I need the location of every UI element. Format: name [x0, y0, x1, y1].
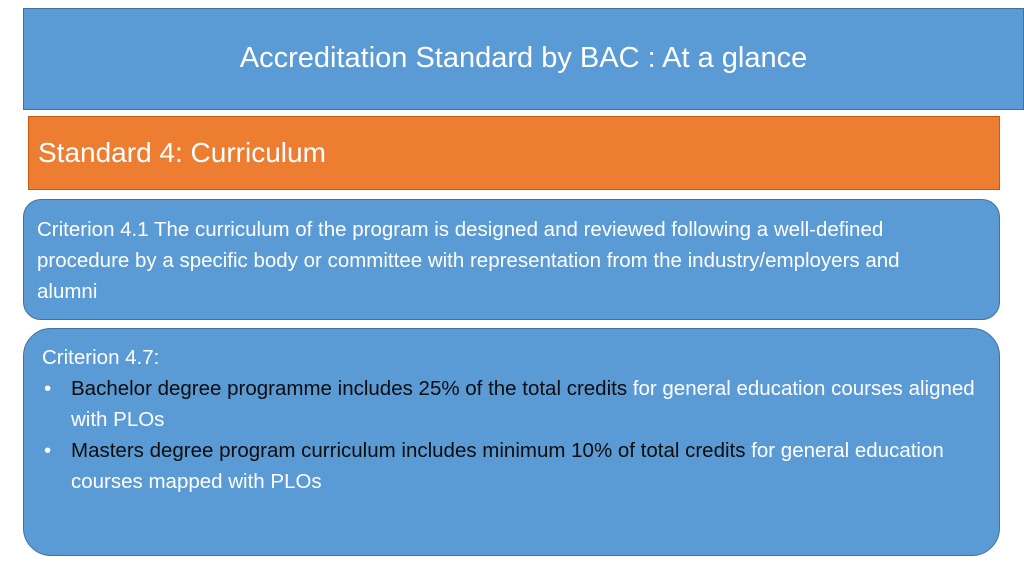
criterion-4-7-heading: Criterion 4.7: — [42, 346, 160, 369]
slide-title-bar — [23, 8, 1024, 110]
criterion-4-7-bullet-list — [42, 373, 979, 497]
bullet-masters-rest: for general education courses mapped with PLOs — [71, 439, 944, 493]
bullet-masters-highlight: Masters degree program curriculum includes minimum 10% of total credits — [71, 439, 746, 462]
criterion-4-7-bullet-bachelor — [42, 373, 979, 435]
bullet-icon: • — [44, 377, 52, 400]
bullet-bachelor-rest: for general education courses aligned with PLOs — [71, 377, 975, 431]
bullet-icon: • — [44, 439, 52, 462]
slide-title: Accreditation Standard by BAC : At a glance — [239, 41, 808, 74]
criterion-4-7-box — [23, 328, 1000, 556]
bullet-bachelor-highlight: Bachelor degree programme includes 25% of the total credits — [71, 377, 628, 400]
criterion-4-1-box — [23, 199, 1000, 320]
criterion-4-1-text: Criterion 4.1 The curriculum of the program is designed and reviewed following a well-defined procedure by a specific body or committee with representation from the industry/employers and alumni — [37, 218, 900, 303]
standard-heading: Standard 4: Curriculum — [38, 137, 326, 168]
standard-heading-bar — [28, 116, 1000, 190]
criterion-4-7-bullet-masters — [42, 435, 979, 497]
